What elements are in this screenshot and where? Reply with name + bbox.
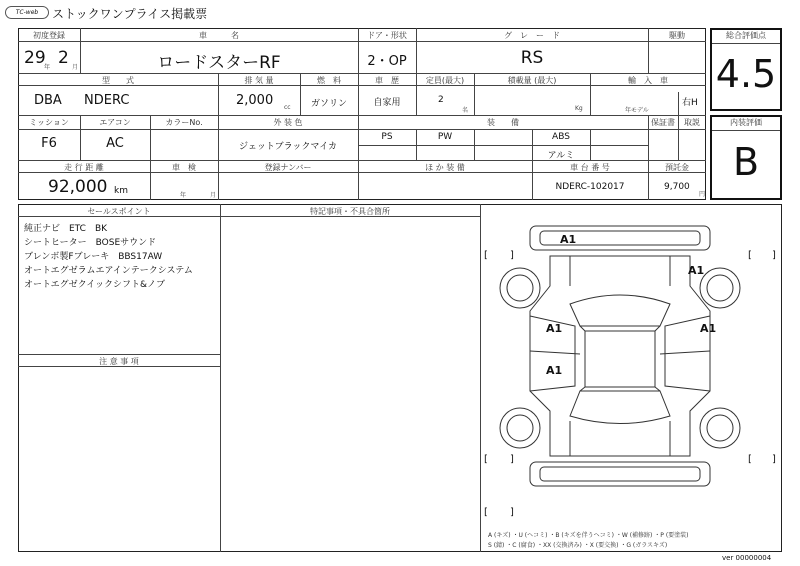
grade: RS [520,48,544,68]
capacity-header: 定員(最大) [425,76,465,85]
year-model: 年モデル [625,107,649,114]
door-shape: 2・OP [367,54,407,69]
deposit: 9,700 [664,182,690,192]
drive-header: 駆動 [669,31,685,40]
car-name: ロードスターRF [157,53,281,73]
aircon: AC [106,136,124,151]
interior-score: B [732,140,760,184]
reg-year-unit: 年 [44,64,51,71]
displacement-header: 排 気 量 [244,76,274,85]
tc-web-logo: TC-web [5,6,49,19]
warranty-header: 保証書 [651,118,675,127]
displacement-unit: cc [284,104,291,111]
equip-pw: PW [437,132,453,142]
bracket-open: [ [484,454,488,465]
bracket-open: [ [484,250,488,261]
bracket-close: ] [772,250,776,261]
sales-points-header: セールスポイント [87,207,151,216]
damage-mark: A1 [546,364,563,377]
sales-point: オートエグゼラムエアインテークシステム [24,266,193,276]
legend-line-1: A (キズ) ・U (ヘコミ) ・B (キズを伴うヘコミ) ・W (補修跡) ・P (要塗装) [488,532,689,539]
equip-ps: PS [381,132,393,142]
cautions-header: 注 意 事 項 [99,357,139,366]
steering: 右H [682,98,698,108]
mission: F6 [41,136,57,151]
car-name-header: 車 名 [199,31,239,40]
interior-score-header: 内装評価 [712,117,780,131]
mileage: 92,000 [48,177,108,197]
ext-color: ジェットブラックマイカ [239,142,337,152]
first-reg-header: 初度登録 [33,31,65,40]
color-no-header: カラーNo. [165,118,203,127]
total-score: 4.5 [715,52,777,96]
car-diagram [480,216,782,528]
page-title: ストックワンプライス掲載票 [52,7,208,21]
mileage-header: 走 行 距 離 [64,163,104,172]
bracket-close: ] [772,454,776,465]
bracket-open: [ [484,507,488,518]
deposit-header: 預託金 [665,163,689,172]
bracket-open: [ [748,250,752,261]
capacity-unit: 名 [462,107,469,114]
equip-abs: ABS [552,132,570,142]
displacement: 2,000 [236,93,274,108]
capacity: 2 [438,95,444,105]
fuel: ガソリン [310,99,347,109]
equip-alumi: アルミ [547,151,575,161]
load-header: 積載量 (最大) [507,76,557,85]
history-header: 車 歴 [375,76,399,85]
legend-line-2: S (錆) ・C (腐食) ・XX (交換済み) ・X (要交換) ・G (ガラスキズ) [488,542,668,549]
sales-point: シートヒーター BOSEサウンド [24,238,157,248]
aircon-header: エアコン [99,118,131,127]
bracket-close: ] [510,250,514,261]
plate-header: 登録ナンバー [264,163,312,172]
door-header: ドア・形状 [367,31,407,40]
mileage-unit: km [114,186,128,196]
manual-header: 取説 [684,118,700,127]
type-prefix: DBA [34,93,62,108]
version: ver 00000004 [722,554,772,562]
chassis-header: 車 台 番 号 [570,163,610,172]
reg-year: 29 [24,48,46,68]
reg-month: 2 [58,48,69,68]
import-header: 輸 入 車 [628,76,668,85]
type-header: 型 式 [102,76,134,85]
damage-mark: A1 [688,264,705,277]
damage-mark: A1 [546,322,563,335]
damage-mark: A1 [560,233,577,246]
sales-point: ブレンボ製Fブレーキ BBS17AW [24,252,163,262]
total-score-header: 総合評価点 [712,30,780,44]
mission-header: ミッション [29,118,69,127]
history: 自家用 [373,98,401,108]
sales-points-list [24,222,193,292]
ext-color-header: 外 装 色 [273,118,303,127]
inspection-header: 車 検 [172,163,196,172]
insp-month: 月 [210,192,217,199]
load-unit: Kg [575,105,583,112]
other-equip-header: ほ か 装 備 [425,163,465,172]
grade-header: グ レ ー ド [504,31,560,40]
equip-header: 装 備 [487,118,519,127]
bracket-close: ] [510,507,514,518]
notes-header: 特記事項・不具合箇所 [310,207,390,216]
bracket-open: [ [748,454,752,465]
bracket-close: ] [510,454,514,465]
sales-point: オートエグゼクイックシフト&ノブ [24,280,166,290]
chassis-no: NDERC-102017 [555,182,625,192]
sales-point: 純正ナビ ETC BK [24,224,108,234]
damage-mark: A1 [700,322,717,335]
type-model: NDERC [84,93,130,108]
deposit-unit: 円 [699,191,706,198]
insp-year: 年 [180,192,187,199]
reg-month-unit: 月 [72,64,79,71]
fuel-header: 燃 料 [317,76,341,85]
